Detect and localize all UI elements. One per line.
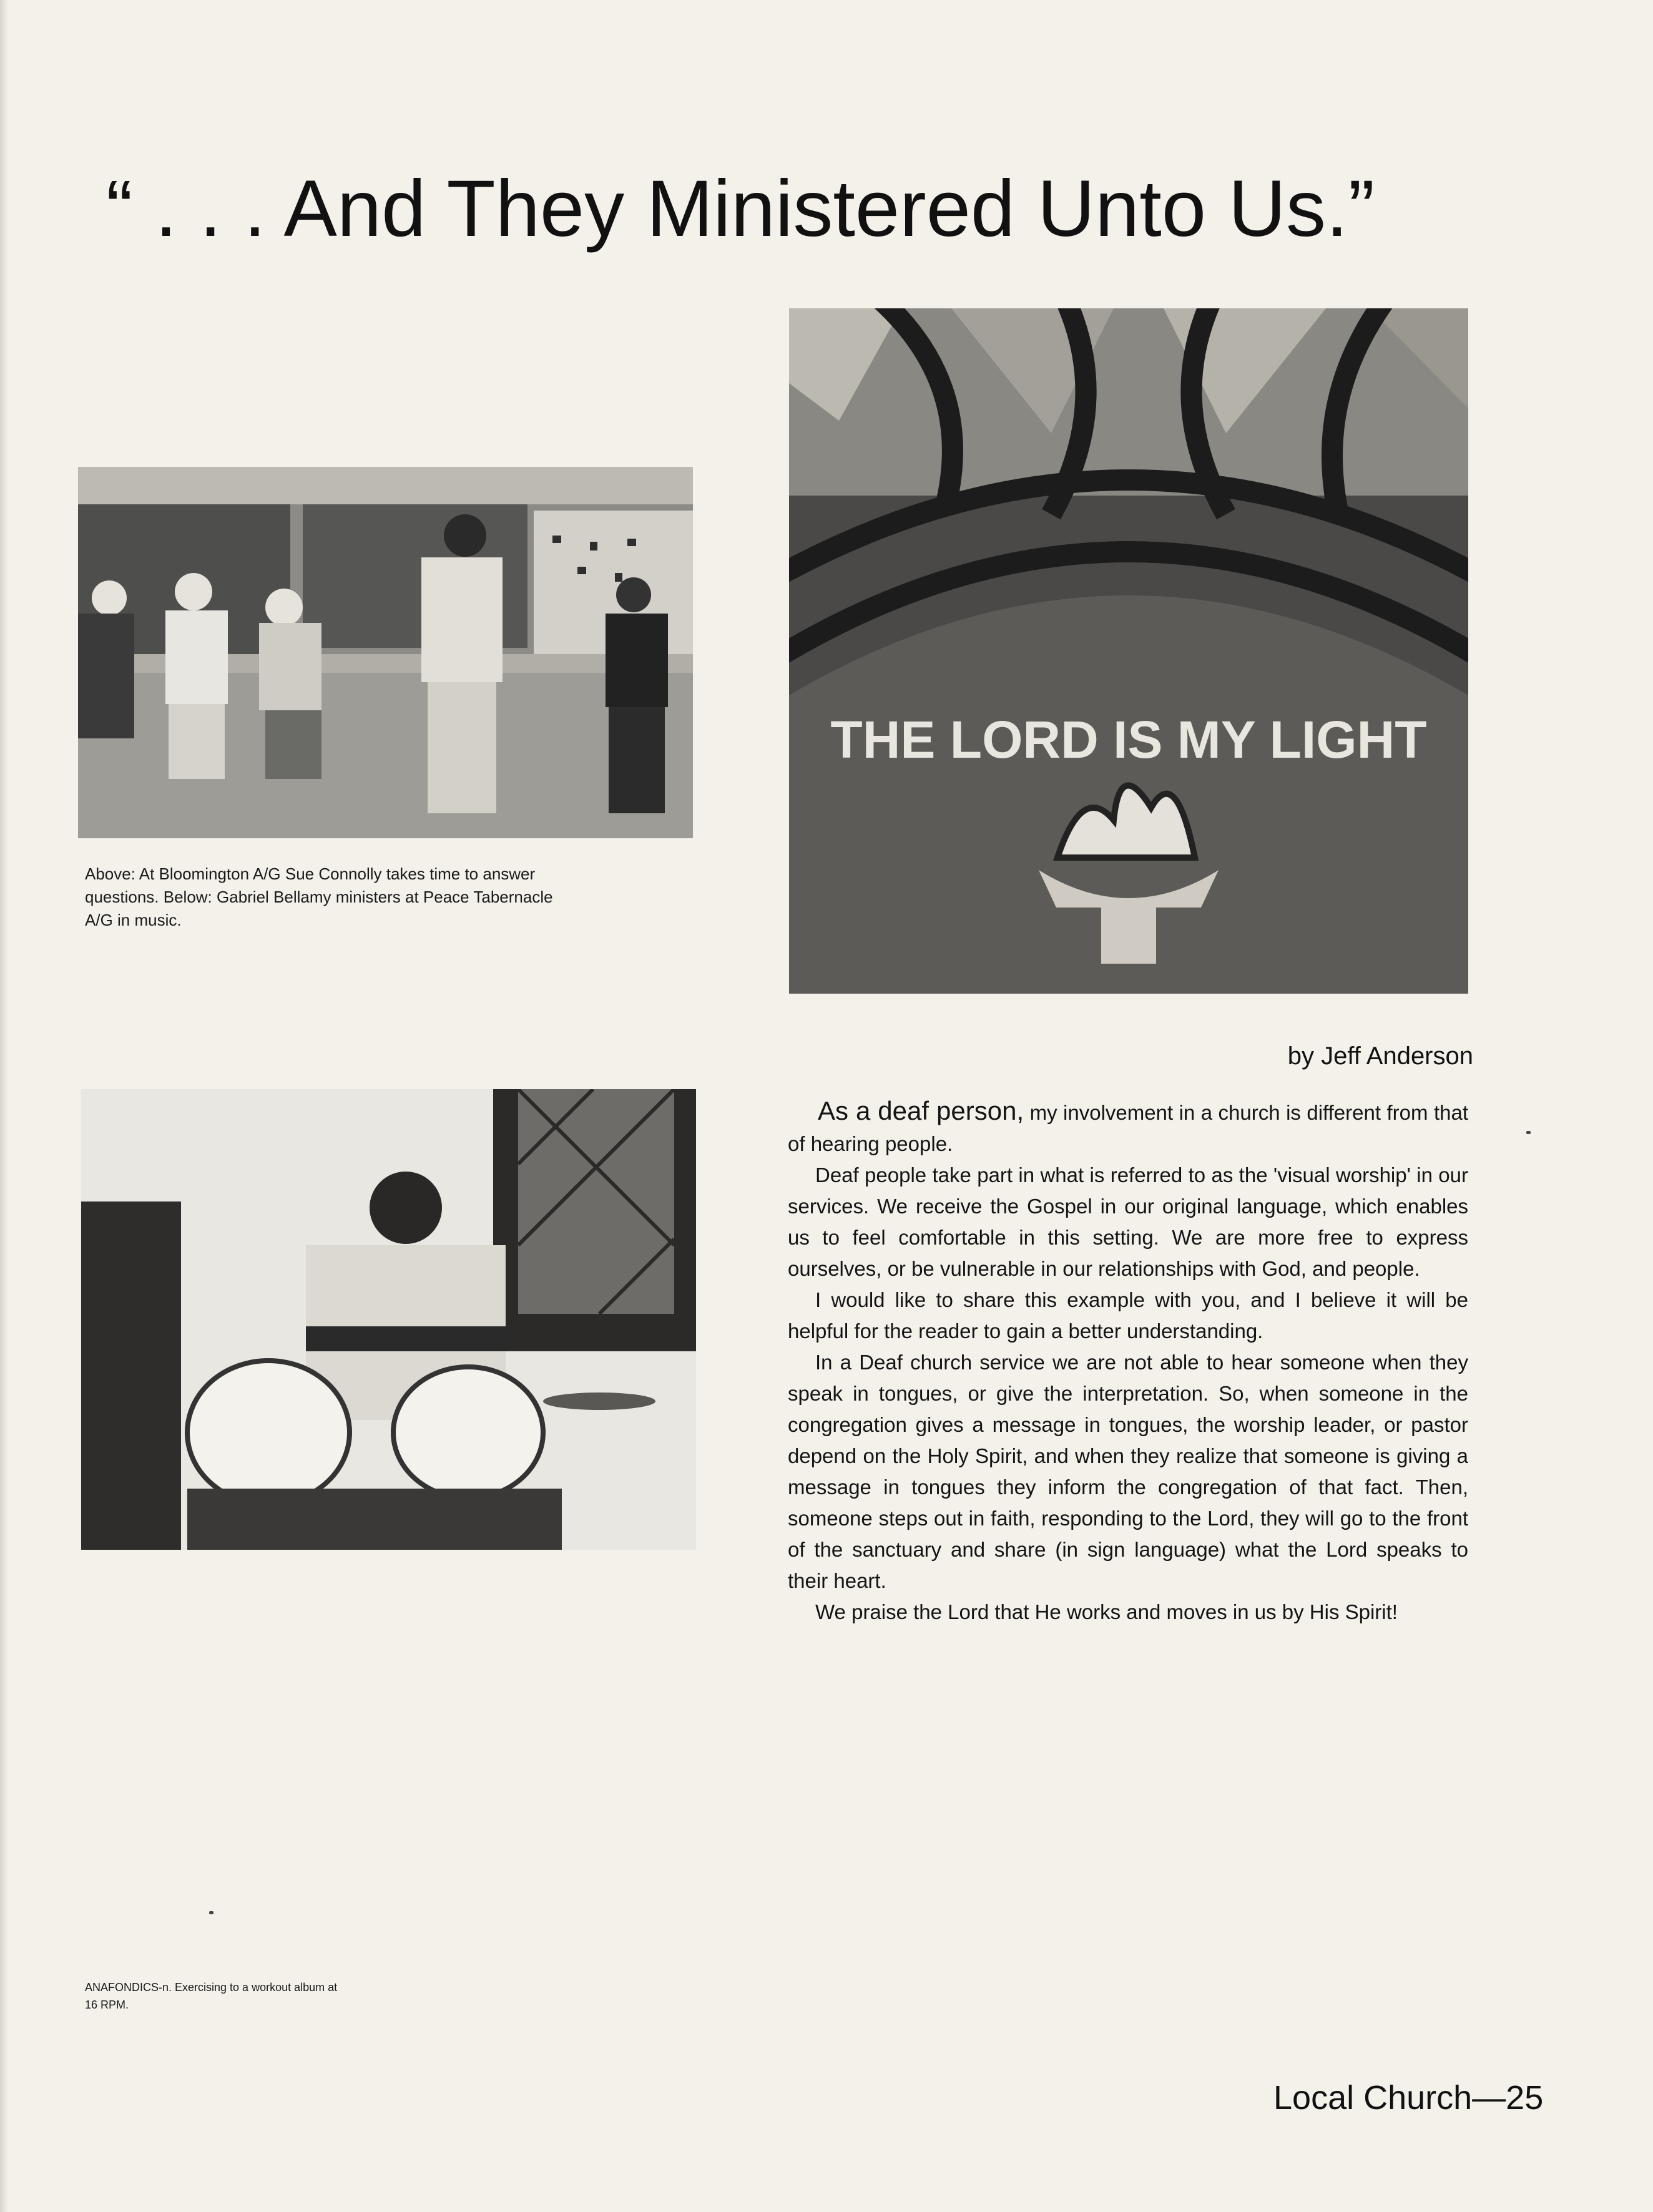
article-paragraph: [788, 1095, 1468, 1160]
footnote: ANAFONDICS-n. Exercising to a workout album at 16 RPM.: [85, 1981, 338, 2011]
print-speck: [1526, 1131, 1531, 1134]
article-paragraph: I would like to share this example with you, and I believe it will be helpful for the reader to gain a better understanding.: [788, 1288, 1468, 1343]
drummer-photo: [81, 1089, 696, 1550]
article-paragraph: Deaf people take part in what is referred to as the 'visual worship' in our services. We receive the Gospel in our original language, which enables us to feel comfortable in this setting. We are more free to express ourselves, or be vulnerable in our relationships with God, and people.: [788, 1163, 1468, 1280]
article-paragraph: In a Deaf church service we are not able to hear someone when they speak in tongues, or give the interpretation. So, when someone in the congregation gives a message in tongues, the worship leader, or pastor depend on the Holy Spirit, and when they realize that someone is giving a message in tongues they inform the congregation of that fact. Then, someone steps out in faith, responding to the Lord, they will go to the front of the sanctuary and share (in sign language) what the Lord speaks to their heart.: [788, 1351, 1468, 1592]
page-binding-edge: [0, 0, 9, 2212]
print-speck: [209, 1911, 213, 1914]
article-paragraph-rest: my involvement in a church is different from that of hearing people.: [788, 1101, 1468, 1155]
photo-caption: Above: At Bloomington A/G Sue Connolly takes time to answer questions. Below: Gabriel Bellamy ministers at Peace Tabernacle A/G in music.: [85, 864, 553, 929]
page-folio: Local Church—25: [1273, 2079, 1544, 2117]
byline: by Jeff Anderson: [1287, 1042, 1473, 1070]
page-title: “ . . . And They Ministered Unto Us.”: [106, 164, 1375, 253]
article-body: [788, 1095, 1468, 1628]
stained-glass-inscription: THE LORD IS MY LIGHT: [830, 710, 1427, 769]
lead-in: As a deaf person,: [818, 1096, 1024, 1125]
stained-glass-photo: [789, 308, 1468, 994]
classroom-photo: [78, 467, 693, 838]
article-paragraph: We praise the Lord that He works and moves in us by His Spirit!: [815, 1600, 1398, 1623]
